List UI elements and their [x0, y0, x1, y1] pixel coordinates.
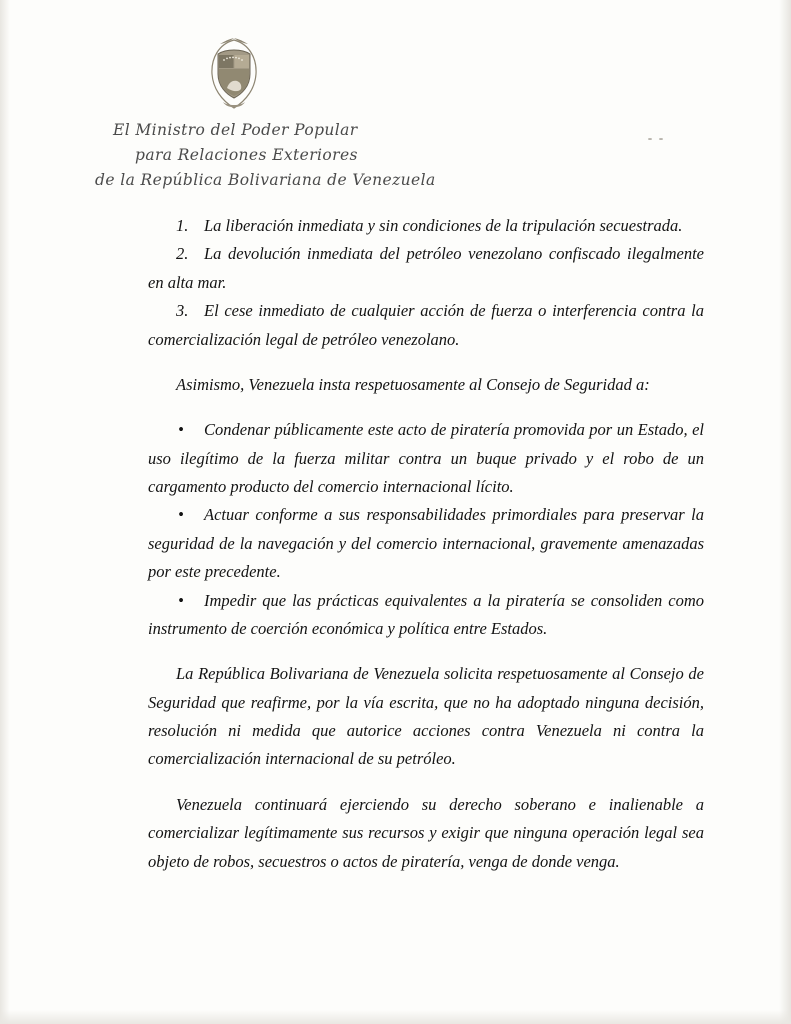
bullet-item	[148, 416, 704, 501]
paragraph-text: La República Bolivariana de Venezuela solicita respetuosamente al Consejo de Seguridad que reafirme, por la vía escrita, que no ha adoptado ninguna decisión, resolución ni medida que autorice acciones contra Venezuela ni contra la comercialización internacional de su petróleo.	[148, 664, 704, 769]
bullet-marker: •	[178, 590, 184, 610]
numbered-item-text: La devolución inmediata del petróleo venezolano confiscado ilegalmente en alta mar.	[148, 244, 704, 292]
bullet-item-text: Condenar públicamente este acto de piratería promovida por un Estado, el uso ilegítimo de la fuerza militar contra un buque privado y el robo de un cargamento producto del comercio internacional lícito.	[148, 420, 704, 496]
letterhead-line-1: El Ministro del Poder Popular	[113, 121, 358, 139]
letterhead-line-3: de la República Bolivariana de Venezuela	[95, 171, 436, 190]
letterhead-line-2: para Relaciones Exteriores	[135, 146, 358, 165]
numbered-item-text: El cese inmediato de cualquier acción de fuerza o interferencia contra la comercialización legal de petróleo venezolano.	[148, 301, 704, 349]
numbered-item-marker: 1.	[176, 216, 189, 235]
paragraph-intro-requests	[148, 371, 704, 399]
scan-edge-bottom	[0, 1010, 791, 1024]
numbered-item-marker: 3.	[176, 301, 189, 321]
bullet-marker: •	[178, 505, 184, 525]
paragraph-closing-request	[148, 660, 704, 774]
scan-artifact-dot	[648, 138, 652, 140]
scan-artifact-dot	[659, 138, 663, 140]
numbered-item-marker: 2.	[176, 244, 189, 264]
bullet-item	[148, 501, 704, 586]
numbered-item-text: La liberación inmediata y sin condiciones de la tripulación secuestrada.	[204, 216, 683, 235]
numbered-item	[148, 212, 704, 240]
letterhead	[95, 118, 525, 193]
paragraph-text: Venezuela continuará ejerciendo su derecho soberano e inalienable a comercializar legítimamente sus recursos y exigir que ninguna operación legal sea objeto de robos, secuestros o actos de piratería, venga de donde venga.	[148, 794, 704, 871]
paragraph-text: Asimismo, Venezuela insta respetuosamente al Consejo de Seguridad a:	[176, 374, 650, 394]
numbered-item	[148, 240, 704, 297]
scan-edge-left	[0, 0, 10, 1024]
paragraph-final-statement	[148, 791, 704, 876]
numbered-item	[148, 297, 704, 354]
document-body	[148, 212, 704, 876]
venezuela-coat-of-arms-icon	[203, 30, 265, 118]
bullet-item-text: Actuar conforme a sus responsabilidades primordiales para preservar la seguridad de la navegación y del comercio internacional, gravemente amenazadas por este precedente.	[148, 505, 704, 582]
bullet-item	[148, 587, 704, 644]
bullet-marker: •	[178, 420, 184, 440]
bullet-item-text: Impedir que las prácticas equivalentes a la piratería se consoliden como instrumento de coerción económica y política entre Estados.	[148, 590, 704, 638]
scan-edge-right	[779, 0, 791, 1024]
